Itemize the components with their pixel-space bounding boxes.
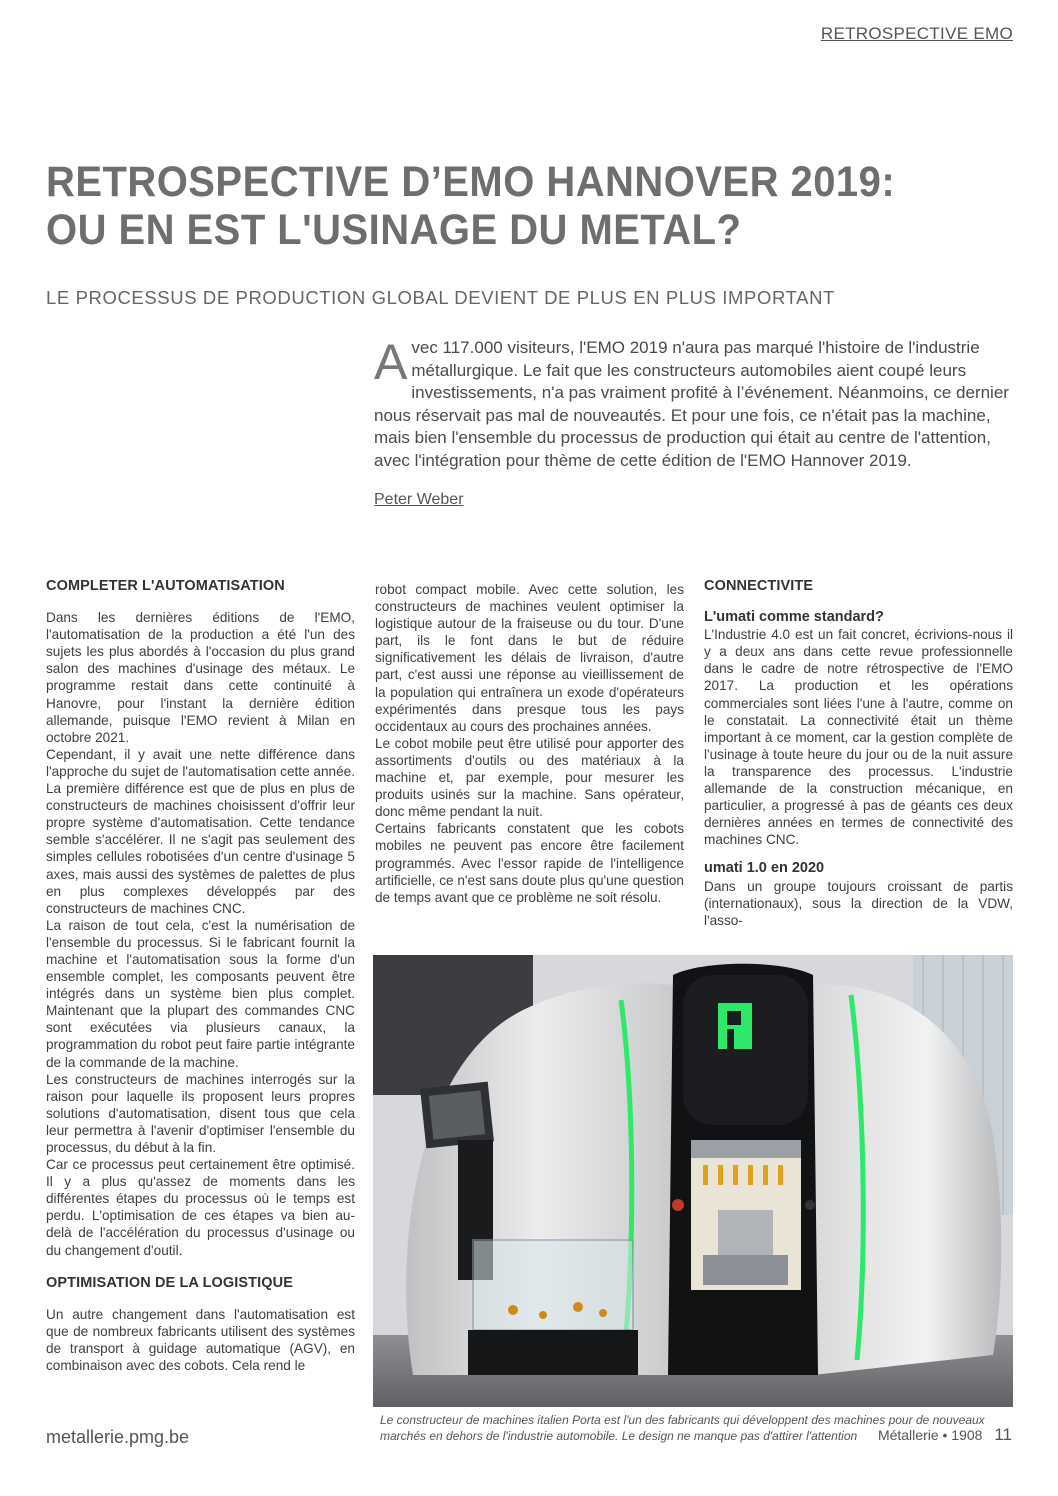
paragraph: Certains fabricants constatent que les cobots mobiles ne peuvent pas encore être facilement programmés. Avec l'essor rapide de l'intelligence artificielle, ce n'est sans doute plus qu'une question de temps avant que ce problème ne soit résolu. (375, 821, 684, 905)
author-byline: Peter Weber (374, 491, 464, 508)
column-1 (46, 578, 355, 1374)
section-heading: CONNECTIVITE (704, 578, 814, 594)
article-subtitle: LE PROCESSUS DE PRODUCTION GLOBAL DEVIENT DE PLUS EN PLUS IMPORTANT (46, 287, 835, 308)
paragraph: robot compact mobile. Avec cette solution, les constructeurs de machines veulent optimiser la logistique autour de la fraiseuse ou du tour. D'une part, ils le font dans le but de réduire significativement les délais de livraison, d'autre part, c'est aussi une réponse au vieillissement de la population qui entraînera un exode d'opérateurs expérimentés dans presque tous les pays occidentaux au cours des prochaines années. (375, 582, 684, 734)
drop-cap: A (374, 334, 408, 390)
article-title (46, 158, 957, 254)
section-heading: COMPLETER L'AUTOMATISATION (46, 578, 285, 594)
intro-text: vec 117.000 visiteurs, l'EMO 2019 n'aura pas marqué l'histoire de l'industrie métallurgique. Le fait que les constructeurs automobiles aient coupé leurs investissements, n'a pas vraiment profité à l’événement. Néanmoins, ce dernier nous réservait pas mal de nouveautés. Et pour une fois, ce n'était pas la machine, mais bien l'ensemble du processus de production qui était au centre de l'attention, avec l'intégration pour thème de cette édition de l'EMO Hannover 2019. (374, 338, 1009, 470)
paragraph: La raison de tout cela, c'est la numérisation de l'ensemble du processus. Si le fabricant fournit la machine et l'automatisation sous la forme d'un ensemble complet, les composants peuvent être intégrés dans un système bien plus complet. Maintenant que la plupart des commandes CNC sont exécutées via plusieurs canaux, la programmation du robot peut faire partie intégrante de la commande de la machine. (46, 917, 355, 1070)
column-2 (375, 581, 684, 906)
paragraph: Car ce processus peut certainement être optimisé. Il y a plus qu'assez de moments dans les différentes étapes du processus où le temps est perdu. L'optimisation de ces étapes va bien au-delà de l'accélération du processus d'usinage ou du changement d'outil. (46, 1157, 355, 1258)
footer-publication (878, 1425, 1012, 1445)
paragraph: L'Industrie 4.0 est un fait concret, écrivions-nous il y a deux ans dans cette revue professionnelle dans le cadre de notre rétrospective de l'EMO 2017. La production et les opérations commerciales sont liées l'une à l'autre, comme on le constatait. La connectivité était un thème important à ce moment, car la gestion complète de l'usinage à toute heure du jour ou de la nuit assure la transparence des processus. L'industrie allemande de la construction mécanique, en particulier, a progressé à pas de géants ces deux dernières années en termes de connectivité des machines CNC. (704, 627, 1013, 848)
photo-caption: Le constructeur de machines italien Porta est l'un des fabricants qui développent des machines pour de nouveaux marchés en dehors de l'industrie automobile. Le design ne manque pas d'attirer l'attention (380, 1413, 985, 1443)
title-line-1: RETROSPECTIVE D’EMO HANNOVER 2019: (46, 158, 896, 206)
title-line-2: OU EN EST L'USINAGE DU METAL? (46, 206, 742, 254)
porta-machine-illustration (373, 955, 1013, 1407)
paragraph: Dans les dernières éditions de l'EMO, l'automatisation de la production a été l'un des sujets les plus abordés à l'occasion du plus grand salon des machines d'usinage des métaux. Le programme restait dans cette continuité à Hanovre, pour l'instant la dernière édition allemande, puisque l'EMO revient à Milan en octobre 2021. (46, 610, 355, 745)
footer-website[interactable]: metallerie.pmg.be (46, 1427, 190, 1447)
column-3 (704, 578, 1013, 929)
article-intro (374, 334, 1014, 472)
paragraph: Le cobot mobile peut être utilisé pour apporter des assortiments d'outils ou des matériaux à la machine et, par exemple, pour mesurer les produits usinés sur la machine. Sans opérateur, donc même pendant la nuit. (375, 735, 684, 820)
paragraph: Dans un groupe toujours croissant de partis (internationaux), sous la direction de la VDW, l'asso- (704, 878, 1013, 928)
section-tag: RETROSPECTIVE EMO (820, 24, 1013, 43)
page-number: 11 (994, 1425, 1012, 1444)
paragraph: Cependant, il y avait une nette différence dans l'approche du sujet de l'automatisation cette année. La première différence est que de plus en plus de constructeurs de machines choisissent d'offrir leur propre système d'automatisation. Cette tendance semble s'accélérer. Il ne s'agit pas seulement des simples cellules robotisées d'un centre d'usinage 5 axes, mais aussi des systèmes de palettes de plus en plus complexes développés par des constructeurs de machines CNC. (46, 746, 355, 916)
machine-photo (373, 955, 1013, 1407)
sub-heading: umati 1.0 en 2020 (704, 860, 825, 877)
section-heading: OPTIMISATION DE LA LOGISTIQUE (46, 1274, 293, 1291)
paragraph: Un autre changement dans l'automatisation est que de nombreux fabricants utilisent des systèmes de transport à guidage automatique (AGV), en combinaison avec des cobots. Cela rend le (46, 1306, 355, 1374)
paragraph: Les constructeurs de machines interrogés sur la raison pour laquelle ils proposent leurs propres solutions d'automatisation, disent tous que cela leur permettra à l'avenir d'optimiser l'ensemble du processus, du début à la fin. (46, 1071, 355, 1155)
sub-heading: L'umati comme standard? (704, 609, 884, 626)
magazine-issue: Métallerie • 1908 (877, 1427, 983, 1443)
